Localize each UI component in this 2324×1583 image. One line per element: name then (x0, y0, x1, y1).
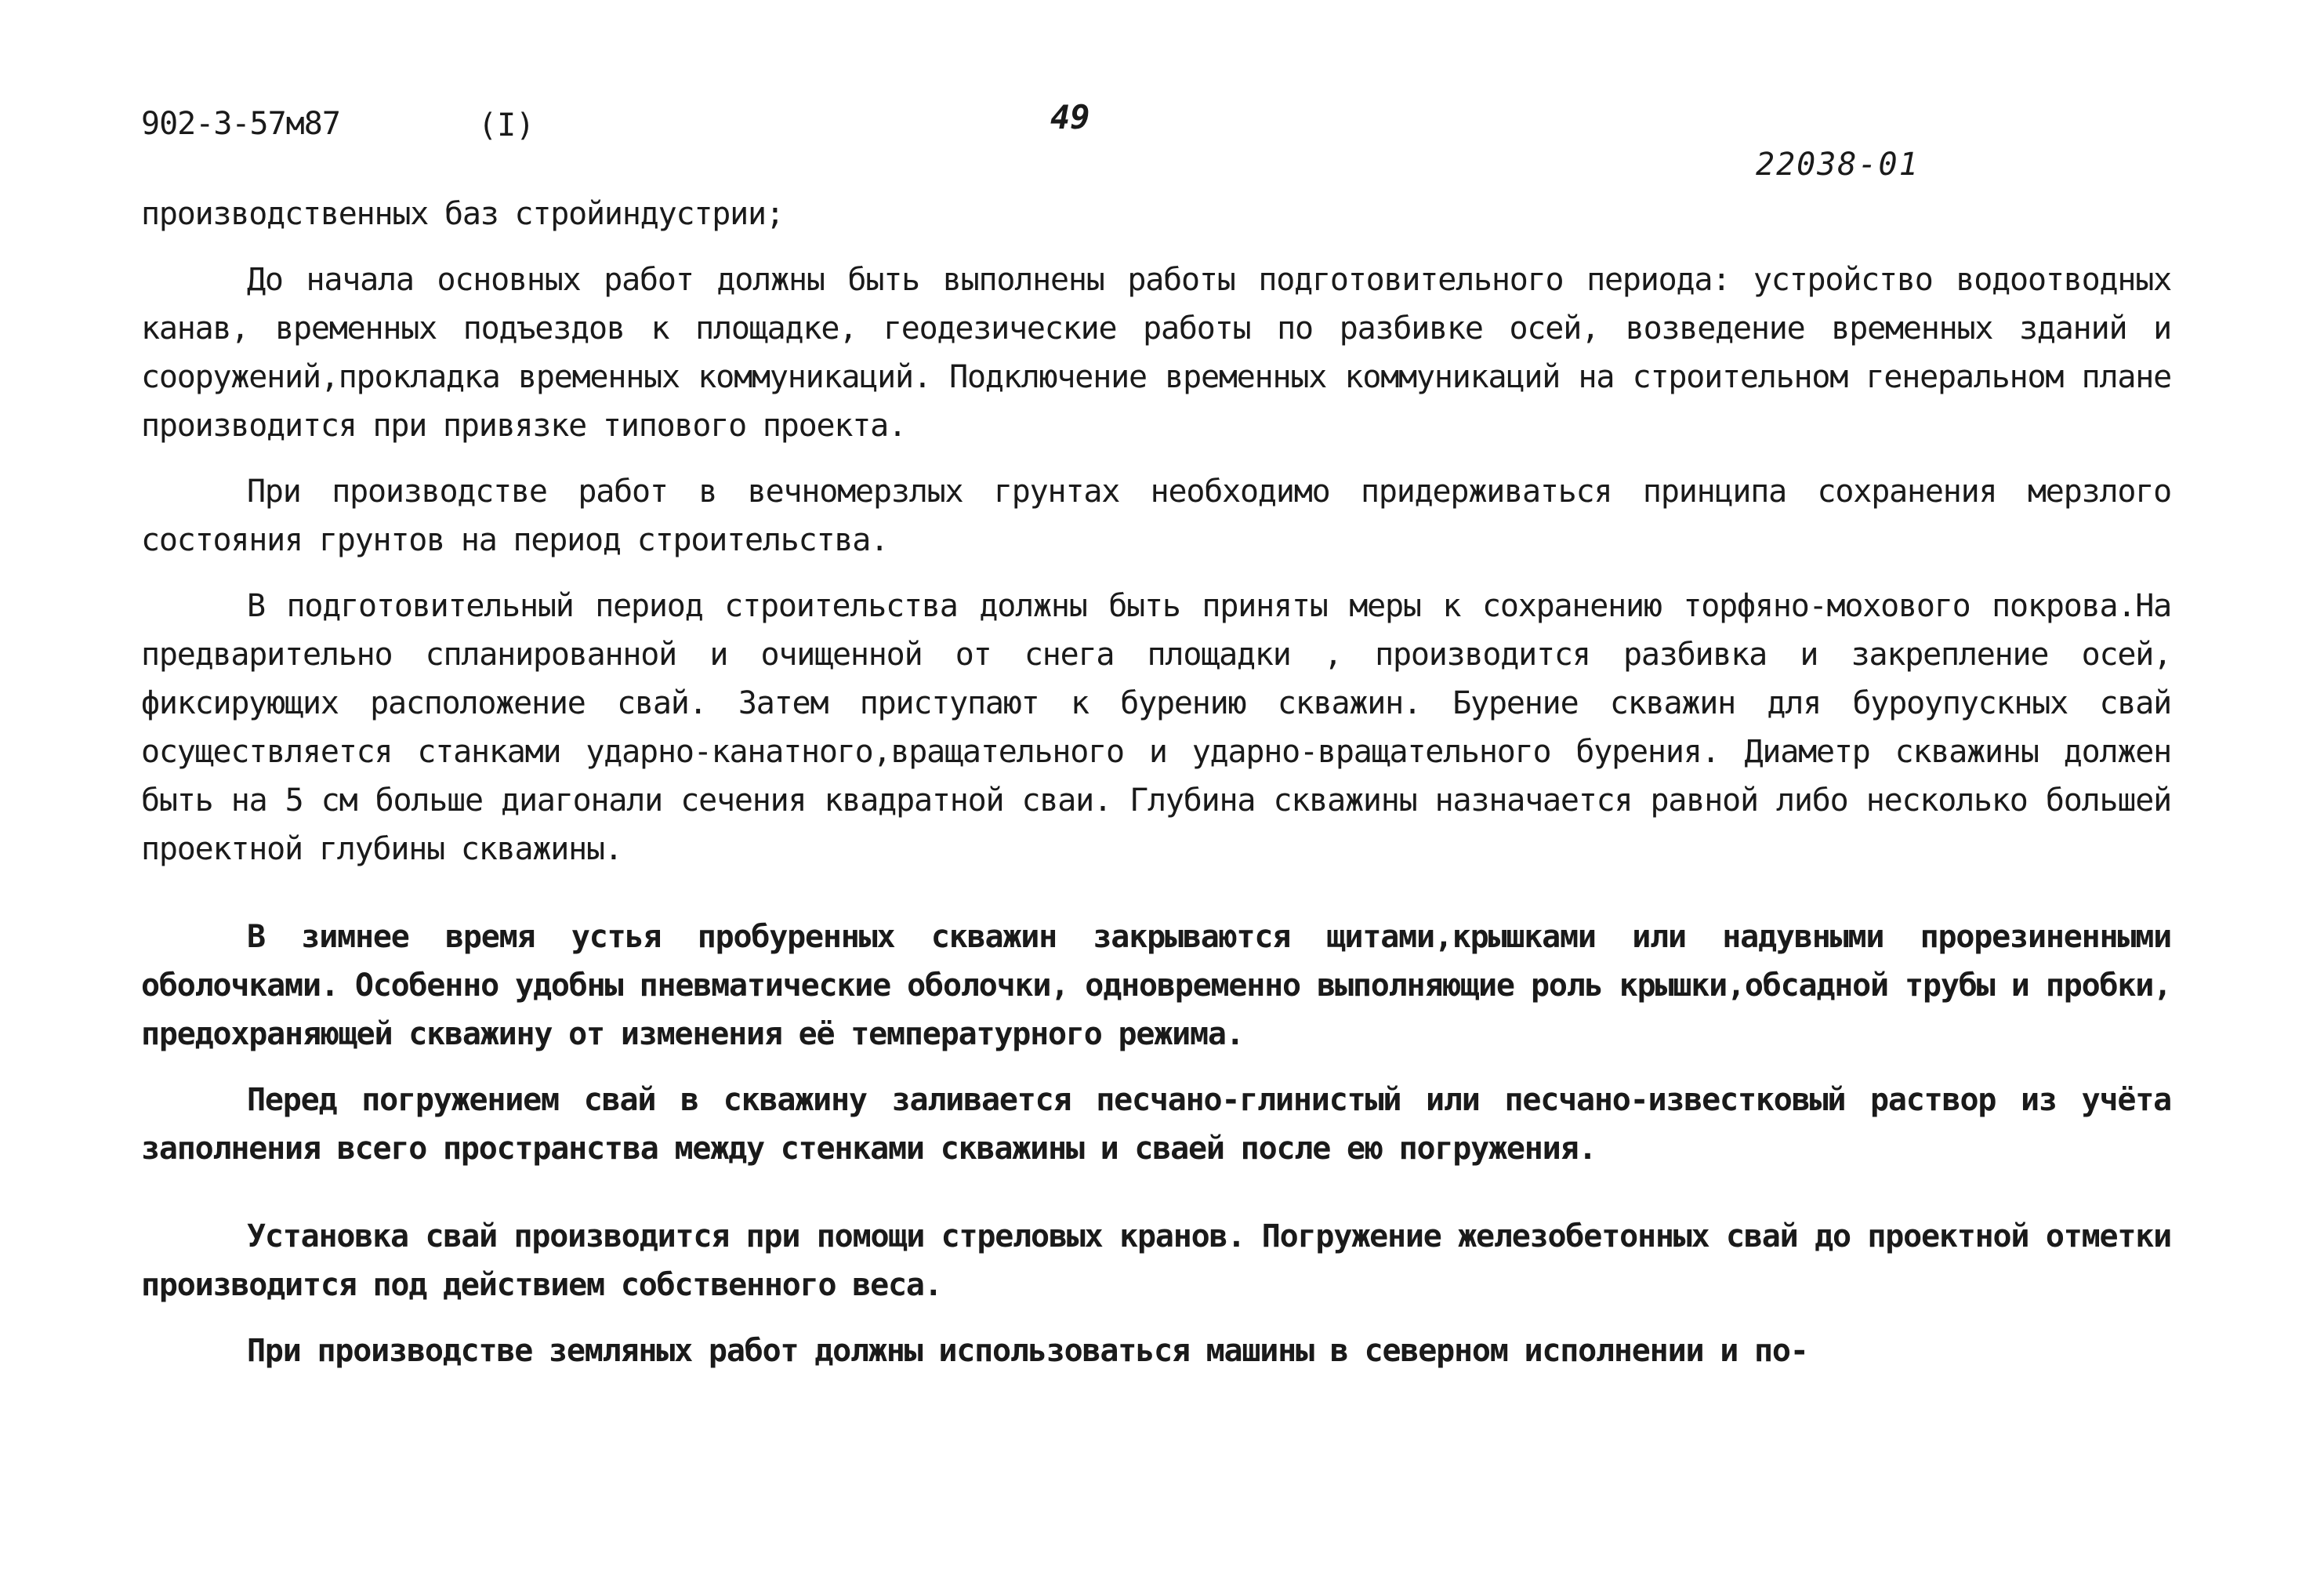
paragraph-mortar-fill: Перед погружением свай в скважину заливается песчано-глинистый или песчано-известковый раствор из учёта заполнения всего пространства между стенками скважины и сваей после ею погружения. (141, 1082, 2171, 1167)
paragraph-earthworks: При производстве земляных работ должны использоваться машины в северном исполнении и по- (247, 1333, 1808, 1369)
archive-number: 22038-01 (1756, 147, 1920, 183)
document-body (141, 190, 2171, 1392)
paragraph-pile-installation: Установка свай производится при помощи стреловых кранов. Погружение железобетонных свай до проектной отметки производится под действием собственного веса. (141, 1218, 2171, 1303)
document-code: 902-3-57м87 (141, 106, 340, 142)
page-header (141, 98, 2179, 200)
page-number: 49 (1050, 98, 1090, 136)
paragraph-drilling: В подготовительный период строительства должны быть приняты меры к сохранению торфяно-мохового покрова.На предварительно спланированной и очищенной от снега площадки , производится разбивка и закрепление осей, фиксирующих расположение свай. Затем приступают к бурению скважин. Бурение скважин для буроупускных свай осуществляется станками ударно-канатного,вращательного и ударно-вращательного бурения. Диаметр скважины должен быть на 5 см больше диагонали сечения квадратной сваи. Глубина скважины назначается равной либо несколько большей проектной глубины скважины. (141, 588, 2171, 867)
paragraph-continuation: производственных баз стройиндустрии; (141, 196, 784, 232)
paragraph-permafrost-principle: При производстве работ в вечномерзлых грунтах необходимо придерживаться принципа сохранения мерзлого состояния грунтов на период строительства. (141, 474, 2171, 558)
document-part: (I) (478, 107, 535, 143)
paragraph-winter-wells: В зимнее время устья пробуренных скважин закрываются щитами,крышками или надувными прорезиненными оболочками. Особенно удобны пневматические оболочки, одновременно выполняющие роль крышки,обсадной трубы и пробки, предохраняющей скважину от изменения её температурного режима. (141, 919, 2171, 1052)
paragraph-preparatory-works: До начала основных работ должны быть выполнены работы подготовительного периода: устройство водоотводных канав, временных подъездов к площадке, геодезические работы по разбивке осей, возведение временных зданий и сооружений,прокладка временных коммуникаций. Подключение временных коммуникаций на строительном генеральном плане производится при привязке типового проекта. (141, 262, 2171, 444)
